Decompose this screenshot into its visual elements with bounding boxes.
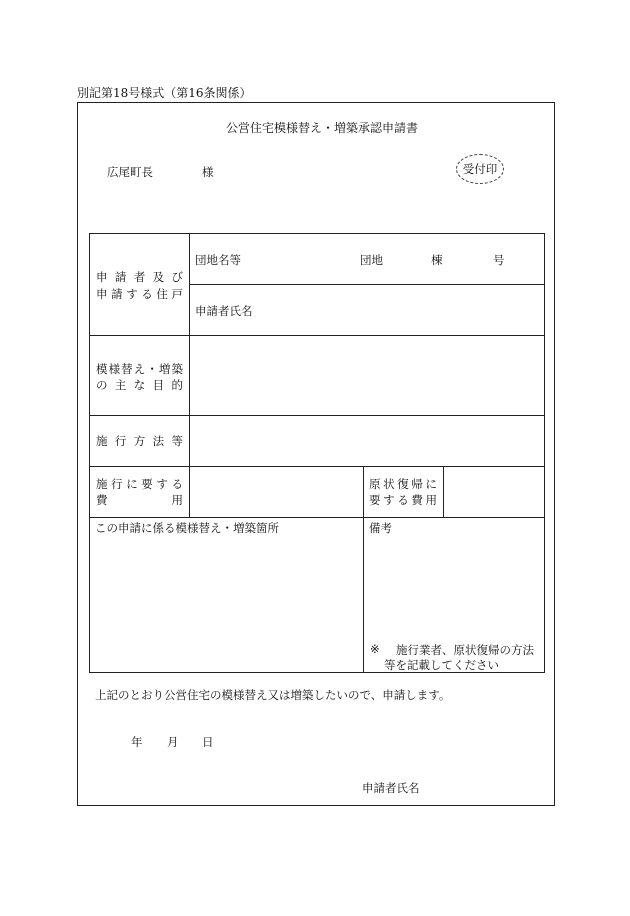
label-char: 及: [152, 270, 165, 284]
label-char: 状: [383, 477, 395, 491]
applicant-name-label: 申請者氏名: [195, 304, 253, 318]
date-day: 日: [202, 735, 214, 749]
label-char: 主: [114, 378, 127, 392]
purpose-label-line1: [96, 361, 183, 377]
label-char: 様: [108, 362, 121, 376]
label-char: 戸: [171, 287, 183, 301]
label-char: 帰: [411, 477, 423, 491]
complex-name-label: 団地名等: [195, 253, 241, 267]
middle-column-divider: [363, 466, 364, 673]
label-char: 要: [369, 493, 381, 507]
date-month: 月: [167, 735, 179, 749]
label-char: 施: [96, 434, 108, 448]
restore-label-line2: [369, 492, 437, 508]
label-char: 方: [133, 434, 146, 448]
declaration-text: 上記のとおり公営住宅の模様替え又は増築したいので、申請します。: [95, 688, 451, 702]
label-char: る: [397, 493, 409, 507]
label-char: 替: [121, 362, 133, 376]
form-title: 公営住宅模様替え・増築承認申請書: [226, 121, 419, 135]
label-char: え: [133, 362, 146, 376]
label-char: す: [126, 287, 138, 301]
table-border-right: [544, 233, 545, 673]
location-label: この申請に係る模様替え・増築箇所: [95, 521, 279, 535]
cost-label-line2: [96, 492, 183, 508]
label-char: 用: [425, 493, 437, 507]
label-char: 行: [114, 434, 127, 448]
cost-label-line1: [96, 476, 183, 492]
label-char: 復: [397, 477, 409, 491]
label-char: 申: [96, 270, 108, 284]
label-char: な: [133, 378, 146, 392]
reception-stamp: [456, 154, 504, 184]
purpose-label-line2: [96, 377, 183, 393]
label-char: 原: [369, 477, 381, 491]
label-char: び: [171, 270, 183, 284]
label-char: 費: [411, 493, 423, 507]
note-mark: ※: [370, 642, 380, 656]
label-char: 申: [96, 287, 108, 301]
building-unit-label: 棟: [431, 253, 443, 267]
row-divider-cost: [89, 517, 545, 518]
addressee-name: 広尾町長: [107, 165, 153, 179]
table-border-top: [89, 233, 545, 234]
label-char: 住: [156, 287, 168, 301]
label-char: に: [425, 477, 437, 491]
applicant-label-line2: [96, 286, 183, 302]
row-divider-purpose: [89, 415, 545, 416]
label-char: 行: [111, 477, 123, 491]
row-divider-applicant: [89, 335, 545, 336]
number-unit-label: 号: [493, 253, 505, 267]
label-char: 用: [171, 493, 183, 507]
label-char: 模: [96, 362, 108, 376]
form-number: 別記第18号様式（第16条関係）: [77, 86, 252, 100]
reception-stamp-label: 受付印: [462, 162, 498, 176]
restore-cost-divider: [443, 466, 444, 517]
label-char: 築: [171, 362, 183, 376]
label-char: 的: [171, 378, 183, 392]
addressee-honorific: 様: [202, 165, 214, 179]
label-char: 法: [152, 434, 165, 448]
note-line2: 等を記載してください: [384, 658, 499, 672]
label-char: 者: [133, 270, 146, 284]
label-char: 増: [158, 362, 171, 376]
label-char: 要: [141, 477, 153, 491]
row-divider-method: [89, 466, 545, 467]
label-char: 費: [96, 493, 108, 507]
label-char: す: [156, 477, 168, 491]
label-char: 請: [111, 287, 123, 301]
label-char: 等: [171, 434, 183, 448]
label-char: 目: [152, 378, 165, 392]
restore-label-line1: [369, 476, 437, 492]
complex-unit-label: 団地: [360, 253, 383, 267]
row-divider-complex: [189, 284, 545, 285]
label-char: の: [96, 378, 108, 392]
label-char: 施: [96, 477, 108, 491]
label-column-divider: [189, 233, 190, 517]
label-char: る: [171, 477, 183, 491]
note-line1: 施行業者、原状復帰の方法: [396, 643, 534, 657]
date-year: 年: [131, 735, 143, 749]
table-border-left: [89, 233, 90, 673]
applicant-label-line1: [96, 269, 183, 285]
label-char: ・: [146, 362, 158, 376]
label-char: る: [141, 287, 153, 301]
method-label: [96, 433, 183, 449]
label-char: に: [126, 477, 138, 491]
label-char: 請: [114, 270, 127, 284]
label-char: す: [383, 493, 395, 507]
remarks-label: 備考: [369, 521, 392, 535]
signature-label: 申請者氏名: [362, 781, 420, 795]
